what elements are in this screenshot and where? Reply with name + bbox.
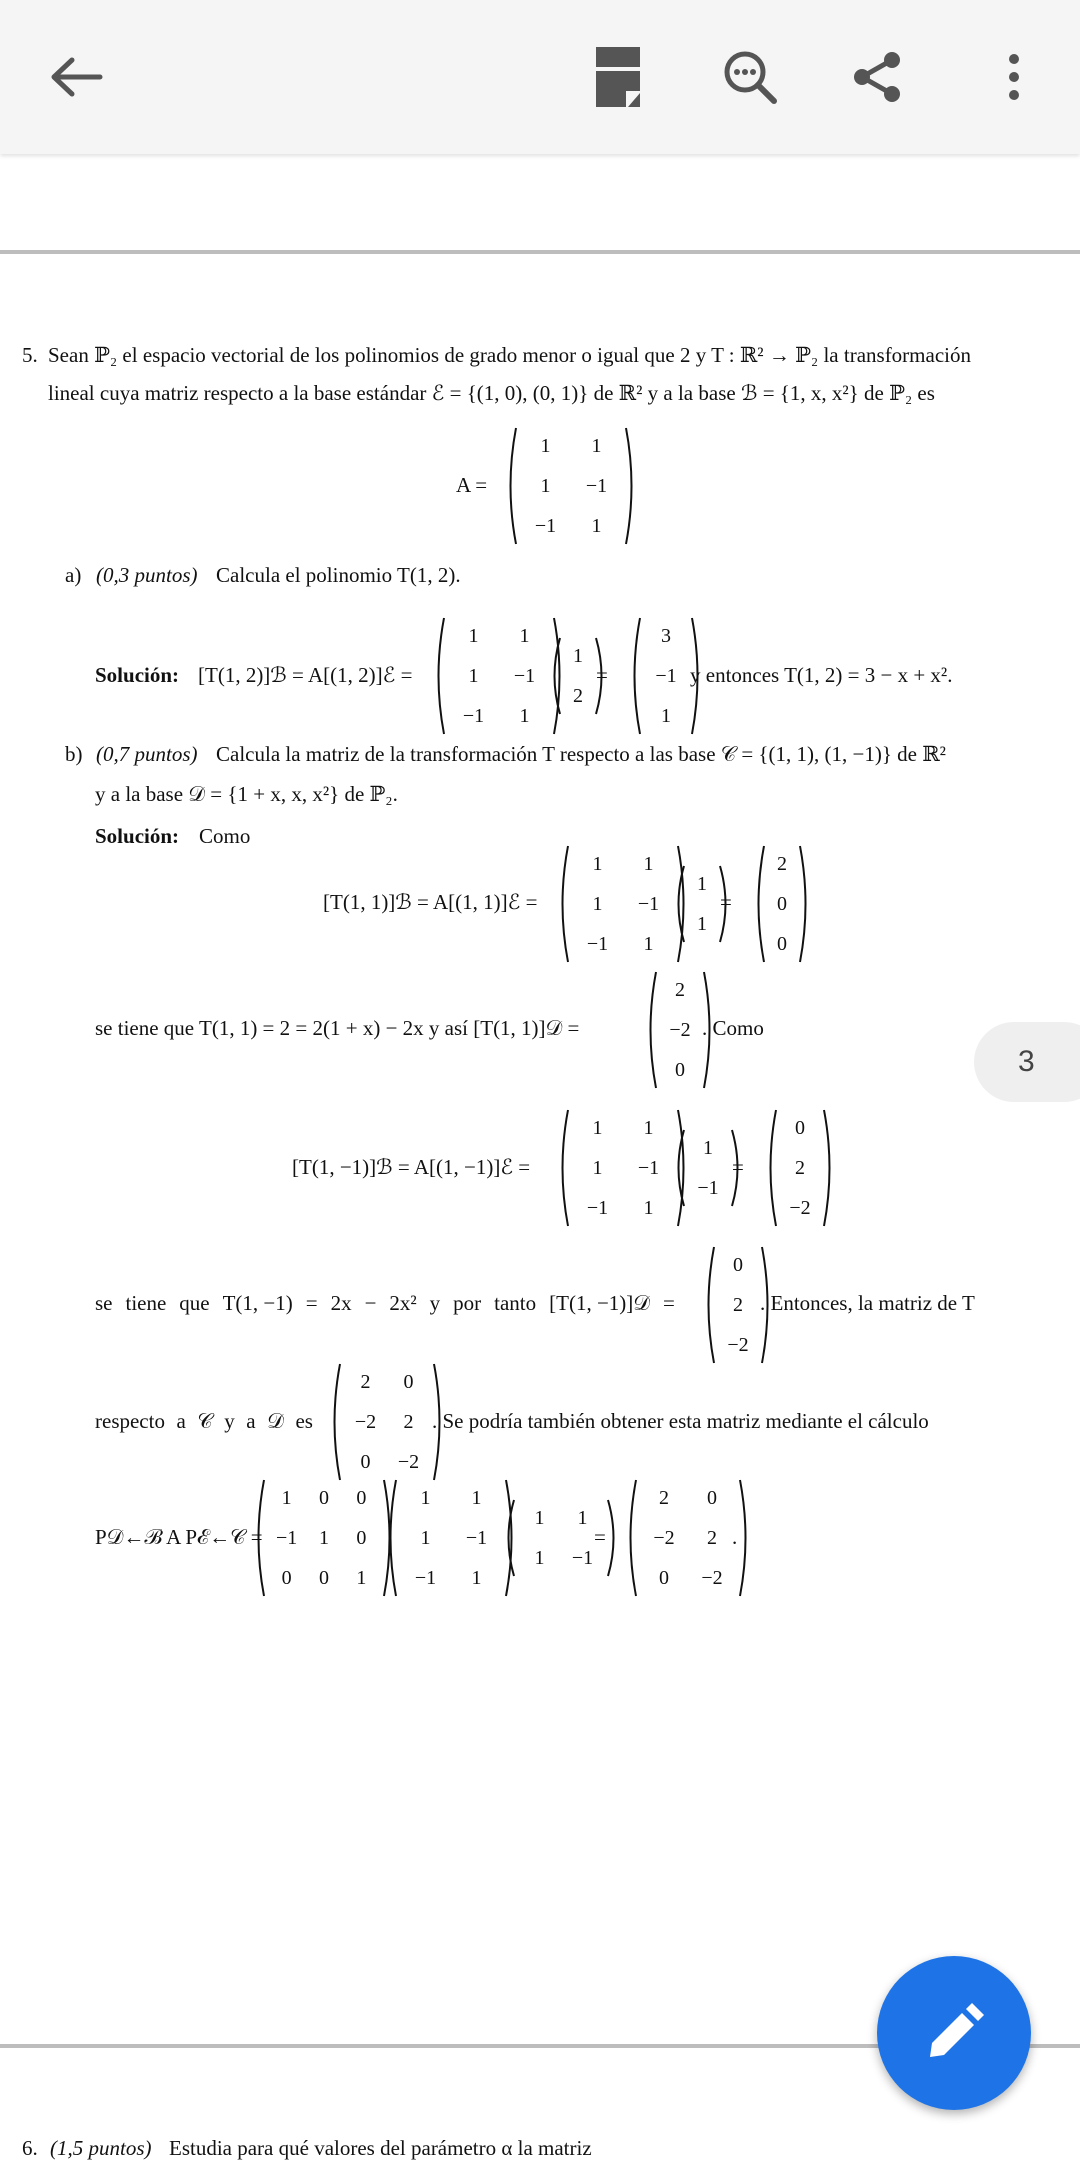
word: − (364, 1291, 377, 1315)
matrix-cell: 1 (643, 853, 654, 875)
solution-label: Solución: (95, 663, 180, 687)
matrix-cell: −1 (655, 665, 677, 687)
equation-lhs: [T(1, 1)]ℬ = A[(1, 1)]ℰ = (323, 890, 538, 914)
share-button[interactable] (838, 37, 918, 117)
matrix-cell: 2 (403, 1411, 414, 1433)
matrix-cell: 0 (777, 893, 787, 915)
matrix-cell: −2 (354, 1411, 377, 1433)
page-number: 3 (1018, 1045, 1035, 1078)
part-text: Calcula la matriz de la transformación T respecto a las base 𝒞 = {(1, 1), (1, −1)} de ℝ² (216, 742, 946, 766)
matrix-cell: −2 (669, 1019, 691, 1041)
matrix-cell: 1 (643, 1117, 654, 1139)
matrix-cell: 1 (540, 435, 551, 457)
equals-sign: = (720, 890, 732, 914)
back-button[interactable] (36, 37, 116, 117)
word: a (176, 1409, 186, 1433)
matrix-A (504, 426, 638, 546)
matrix-cell: −1 (465, 1527, 488, 1549)
matrix-cell: 1 (534, 1547, 545, 1569)
equation-lhs: [T(1, 2)]ℬ = A[(1, 2)]ℰ = (198, 663, 413, 687)
word: = (305, 1291, 318, 1315)
matrix-cell: 0 (659, 1567, 669, 1589)
part-label: a) (65, 563, 82, 587)
word: 𝒞 (197, 1409, 213, 1433)
search-in-document-icon (723, 50, 777, 104)
word: tanto (494, 1291, 537, 1315)
solution-label: Solución: (95, 824, 180, 848)
matrix-cell: 1 (592, 893, 603, 915)
equals-sign: = (732, 1155, 744, 1179)
matrix-cell: 1 (471, 1487, 482, 1509)
word: a (246, 1409, 256, 1433)
matrix-label: A = (456, 473, 488, 497)
matrix-cell: 1 (592, 853, 603, 875)
solution-line-justified (95, 1411, 313, 1432)
matrix-cell: 1 (519, 625, 530, 647)
matrix-result (328, 1362, 446, 1482)
matrix-cell: 1 (592, 1117, 603, 1139)
matrix-cell: −2 (789, 1197, 811, 1219)
matrix-cell: 1 (534, 1507, 545, 1529)
matrix-cell: 1 (573, 645, 583, 667)
search-document-button[interactable] (710, 37, 790, 117)
matrix-cell: 2 (659, 1487, 669, 1509)
problem-text-line: Estudia para qué valores del parámetro α la matriz (169, 2136, 592, 2160)
matrix-cell: 1 (661, 705, 671, 727)
word: y (429, 1291, 441, 1315)
solution-tail: y entonces T(1, 2) = 3 − x + x². (690, 663, 953, 687)
matrix-cell: 1 (471, 1567, 482, 1589)
matrix-cell: 2 (777, 853, 787, 875)
matrix-cell: 1 (356, 1567, 367, 1589)
matrix-cell: 1 (577, 1507, 588, 1529)
matrix-A (384, 1478, 518, 1598)
matrix-cell: 3 (661, 625, 671, 647)
matrix-cell: 0 (281, 1567, 292, 1589)
word: 𝒟 (267, 1409, 284, 1433)
problem-number: 5. (22, 343, 38, 367)
matrix-cell: 2 (573, 685, 583, 707)
matrix-cell: −1 (513, 665, 536, 687)
matrix-cell: −2 (701, 1567, 723, 1589)
arrow-left-icon (48, 55, 104, 99)
word: tiene (125, 1291, 167, 1315)
solution-text: Como (199, 824, 251, 848)
matrix-cell: −1 (637, 893, 660, 915)
word: [T(1, −1)]𝒟 (549, 1291, 651, 1315)
matrix-cell: 1 (591, 435, 602, 457)
edit-pencil-icon (922, 2001, 986, 2065)
result-vector (752, 844, 812, 964)
matrix-cell: 2 (795, 1157, 805, 1179)
equals-sign: = (594, 1525, 606, 1549)
page-layout-icon (596, 47, 640, 107)
word: 2x (330, 1291, 352, 1315)
matrix-cell: −1 (462, 705, 485, 727)
result-vector (764, 1108, 836, 1228)
matrix-cell: 1 (592, 1157, 603, 1179)
equals-sign: = (596, 663, 608, 687)
matrix-A (556, 844, 690, 964)
solution-line: . Entonces, la matriz de T (760, 1291, 975, 1315)
matrix-cell: 1 (643, 933, 654, 955)
problem-number: 6. (22, 2136, 38, 2160)
more-vert-icon (1008, 53, 1020, 101)
word: 2x² (389, 1291, 417, 1315)
share-icon (852, 51, 904, 103)
page-number-indicator[interactable] (974, 1022, 1080, 1102)
problem-text-line: Sean ℙ₂ el espacio vectorial de los polinomios de grado menor o igual que 2 y T : ℝ² → ℙ₂ la transformación (48, 343, 971, 367)
matrix-cell: 2 (360, 1371, 371, 1393)
equation-lhs: P𝒟←ℬ A Pℰ←𝒞 = (95, 1525, 263, 1549)
part-points: (0,3 puntos) (96, 563, 198, 587)
equation-lhs: [T(1, −1)]ℬ = A[(1, −1)]ℰ = (292, 1155, 531, 1179)
problem-points: (1,5 puntos) (50, 2136, 152, 2160)
part-text: Calcula el polinomio T(1, 2). (216, 563, 461, 587)
top-app-bar (0, 0, 1080, 154)
matrix-cell: 1 (697, 873, 707, 895)
word: T(1, −1) (222, 1291, 293, 1315)
problem-text-line: lineal cuya matriz respecto a la base estándar ℰ = {(1, 0), (0, 1)} de ℝ² y a la base ℬ = {1, x, x²} de ℙ₂ es (48, 381, 935, 405)
matrix-cell: −1 (586, 1197, 609, 1219)
matrix-cell: 1 (703, 1137, 713, 1159)
matrix-cell: 0 (360, 1451, 371, 1473)
more-options-button[interactable] (974, 37, 1054, 117)
matrix-cell: 0 (733, 1254, 743, 1276)
matrix-A (432, 616, 566, 736)
word: = (663, 1291, 675, 1315)
matrix-cell: 2 (707, 1527, 717, 1549)
matrix-cell: 0 (795, 1117, 805, 1139)
matrix-cell: 2 (733, 1294, 743, 1316)
matrix-cell: 0 (356, 1527, 367, 1549)
part-label: b) (65, 742, 83, 766)
page-layout-button[interactable] (578, 37, 658, 117)
word: es (295, 1409, 313, 1433)
matrix-cell: 1 (420, 1527, 431, 1549)
matrix-cell: 1 (319, 1527, 329, 1549)
matrix-cell: 0 (356, 1487, 367, 1509)
matrix-cell: 1 (591, 515, 602, 537)
matrix-cell: 0 (707, 1487, 717, 1509)
matrix-cell: 0 (319, 1567, 329, 1589)
matrix-cell: 1 (519, 705, 530, 727)
matrix-cell: 1 (468, 625, 479, 647)
period: . (732, 1525, 738, 1549)
matrix-cell: 1 (540, 475, 551, 497)
matrix-cell: −1 (586, 933, 609, 955)
matrix-cell: 1 (468, 665, 479, 687)
word: que (179, 1291, 210, 1315)
matrix-cell: 0 (675, 1059, 685, 1081)
matrix-cell: 1 (697, 913, 707, 935)
matrix-cell: −2 (653, 1527, 675, 1549)
matrix-cell: −1 (585, 475, 608, 497)
word: respecto (95, 1409, 165, 1433)
matrix-cell: −1 (637, 1157, 660, 1179)
matrix-cell: 0 (777, 933, 787, 955)
edit-fab-button[interactable] (877, 1956, 1031, 2110)
matrix-cell: −2 (397, 1451, 420, 1473)
matrix-cell: −1 (571, 1547, 594, 1569)
matrix-A (556, 1108, 690, 1228)
solution-line: se tiene que T(1, 1) = 2 = 2(1 + x) − 2x y así [T(1, 1)]𝒟 = (95, 1016, 580, 1040)
matrix-cell: −1 (414, 1567, 437, 1589)
change-of-basis-matrix (252, 1478, 396, 1598)
solution-line-justified (95, 1293, 675, 1314)
matrix-cell: 1 (420, 1487, 431, 1509)
part-points: (0,7 puntos) (96, 742, 198, 766)
word: y (224, 1409, 235, 1433)
word: por (453, 1291, 482, 1315)
solution-line: . Como (702, 1016, 764, 1040)
matrix-cell: 2 (675, 979, 685, 1001)
matrix-cell: −1 (697, 1177, 719, 1199)
word: se (95, 1291, 113, 1315)
matrix-cell: 0 (403, 1371, 414, 1393)
matrix-cell: −1 (534, 515, 557, 537)
part-text: y a la base 𝒟 = {1 + x, x, x²} de ℙ₂. (95, 782, 398, 806)
matrix-cell: −2 (727, 1334, 749, 1356)
matrix-cell: 0 (319, 1487, 329, 1509)
solution-line: . Se podría también obtener esta matriz mediante el cálculo (432, 1409, 929, 1433)
matrix-cell: −1 (276, 1527, 298, 1549)
matrix-cell: 1 (281, 1487, 292, 1509)
matrix-cell: 1 (643, 1197, 654, 1219)
